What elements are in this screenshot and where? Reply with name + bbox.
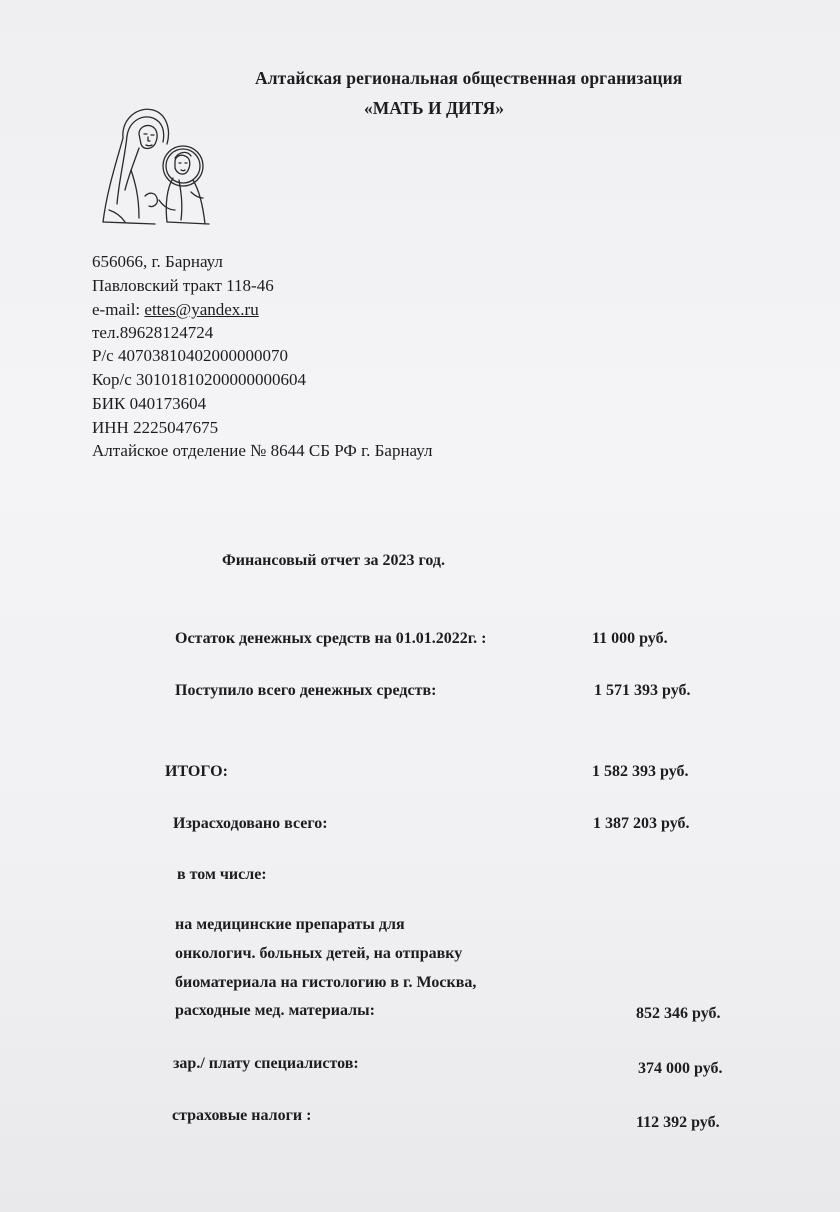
medical-text-line-2: онкологич. больных детей, на отправку bbox=[175, 945, 463, 962]
organization-title: Алтайская региональная общественная организация bbox=[255, 68, 683, 88]
address-postal: 656066, г. Барнаул bbox=[92, 252, 223, 271]
tax-label: страховые налоги : bbox=[172, 1107, 312, 1124]
bank-line: Алтайское отделение № 8644 СБ РФ г. Барнаул bbox=[92, 441, 433, 460]
income-label: Поступило всего денежных средств: bbox=[175, 682, 437, 699]
balance-value: 11 000 руб. bbox=[592, 630, 668, 647]
income-value: 1 571 393 руб. bbox=[594, 682, 691, 699]
spent-value: 1 387 203 руб. bbox=[593, 815, 690, 832]
total-label: ИТОГО: bbox=[165, 763, 228, 780]
salary-label: зар./ плату специалистов: bbox=[173, 1055, 359, 1072]
medical-text-line-1: на медицинские препараты для bbox=[175, 916, 405, 933]
report-title: Финансовый отчет за 2023 год. bbox=[222, 552, 446, 569]
tax-value: 112 392 руб. bbox=[636, 1114, 720, 1131]
email-link[interactable]: ettes@yandex.ru bbox=[144, 300, 259, 319]
total-value: 1 582 393 руб. bbox=[592, 763, 689, 780]
organization-name: «МАТЬ И ДИТЯ» bbox=[364, 98, 505, 118]
bik-line: БИК 040173604 bbox=[92, 394, 207, 413]
phone-line: тел.89628124724 bbox=[92, 323, 214, 342]
mother-and-child-icon bbox=[95, 100, 220, 230]
medical-text-line-3: биоматериала на гистологию в г. Москва, bbox=[175, 974, 477, 991]
including-label: в том числе: bbox=[177, 866, 267, 883]
inn-line: ИНН 2225047675 bbox=[92, 418, 219, 437]
spent-label: Израсходовано всего: bbox=[173, 815, 328, 832]
account-line: Р/с 40703810402000000070 bbox=[92, 346, 288, 365]
salary-value: 374 000 руб. bbox=[638, 1060, 723, 1077]
address-street: Павловский тракт 118-46 bbox=[92, 276, 274, 295]
email-label: e-mail: bbox=[92, 300, 145, 319]
email-line bbox=[92, 300, 259, 320]
balance-label: Остаток денежных средств на 01.01.2022г. : bbox=[175, 630, 487, 647]
medical-text-line-4: расходные мед. материалы: bbox=[175, 1002, 375, 1019]
medical-value: 852 346 руб. bbox=[636, 1005, 721, 1022]
corr-account-line: Кор/с 30101810200000000604 bbox=[92, 370, 307, 389]
